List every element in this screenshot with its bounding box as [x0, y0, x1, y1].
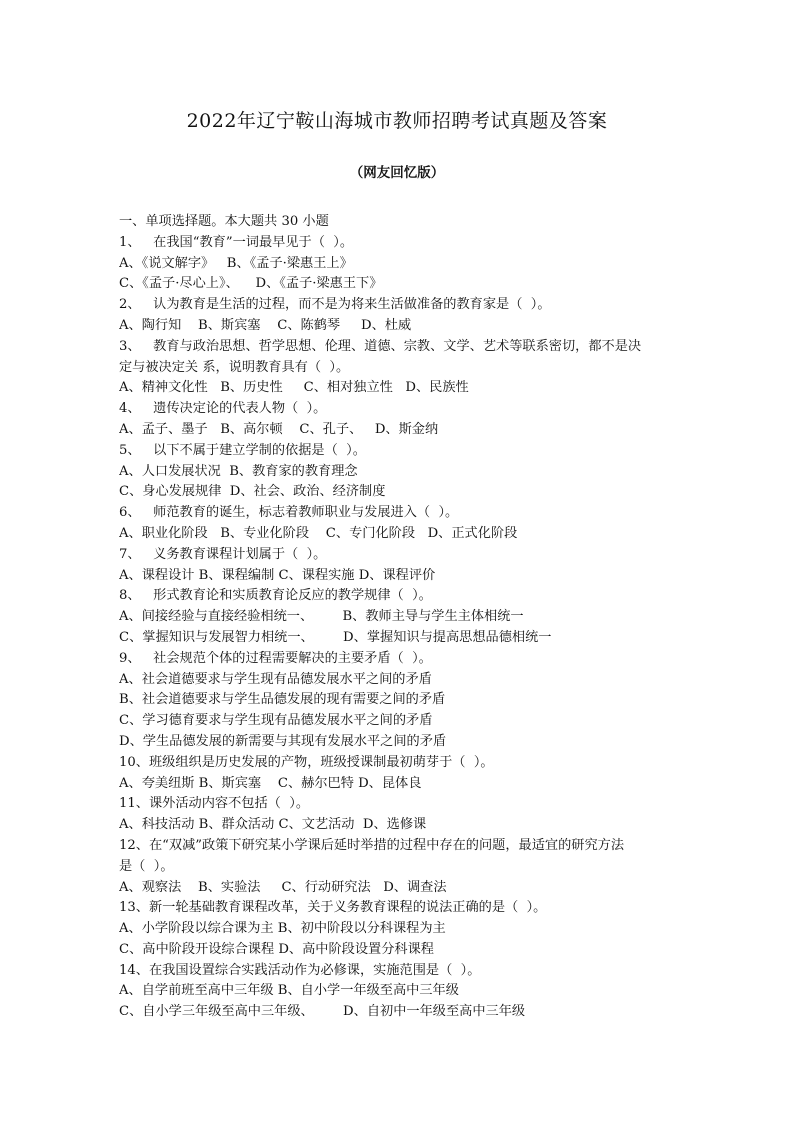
text-line: A、孟子、墨子 B、高尔顿 C、孔子、 D、斯金纳 [119, 421, 439, 437]
text-line: C、自小学三年级至高中三年级、 D、自初中一年级至高中三年级 [119, 1004, 526, 1020]
text-line: 6、 师范教育的诞生，标志着教师职业与发展进入（ ）。 [119, 505, 459, 521]
text-line: 7、 义务教育课程计划属于（ ）。 [119, 546, 327, 562]
text-line: 是（ ）。 [119, 858, 174, 874]
document-title: 2022年辽宁鞍山海城市教师招聘考试真题及答案 [186, 110, 608, 132]
text-line: 5、 以下不属于建立学制的依据是（ ）。 [119, 442, 366, 458]
text-line: C、《孟子·尽心上》、 D、《孟子·梁惠王下》 [119, 276, 383, 292]
text-line: A、陶行知 B、斯宾塞 C、陈鹤琴 D、杜威 [119, 317, 412, 333]
text-line: C、学习德育要求与学生现有品德发展水平之间的矛盾 [119, 713, 433, 729]
text-line: B、社会道德要求与学生品德发展的现有需要之间的矛盾 [119, 692, 446, 708]
text-line: A、社会道德要求与学生现有品德发展水平之间的矛盾 [119, 671, 432, 687]
text-line: 10、班级组织是历史发展的产物，班级授课制最初萌芽于（ ）。 [119, 754, 494, 770]
text-line: A、自学前班至高中三年级 B、自小学一年级至高中三年级 [119, 983, 459, 999]
text-line: A、人口发展状况 B、教育家的教育理念 [119, 463, 358, 479]
text-line: 4、 遗传决定论的代表人物（ ）。 [119, 401, 327, 417]
text-line: A、课程设计 B、课程编制 C、课程实施 D、课程评价 [119, 567, 436, 583]
question-list [119, 212, 684, 1023]
text-line: 11、课外活动内容不包括（ ）。 [119, 796, 310, 812]
text-line: 3、 教育与政治思想、哲学思想、伦理、道德、宗教、文学、艺术等联系密切，都不是决 [119, 338, 642, 354]
text-line: 14、在我国设置综合实践活动作为必修课，实施范围是（ ）。 [119, 962, 481, 978]
text-line: 13、新一轮基础教育课程改革，关于义务教育课程的说法正确的是（ ）。 [119, 900, 547, 916]
text-line: D、学生品德发展的新需要与其现有发展水平之间的矛盾 [119, 733, 447, 749]
text-line: C、身心发展规律 D、社会、政治、经济制度 [119, 484, 386, 500]
text-line: 8、 形式教育论和实质教育论反应的教学规律（ ）。 [119, 588, 432, 604]
text-line: 1、 在我国“教育”一词最早见于（ ）。 [119, 234, 354, 250]
text-line: A、观察法 B、实验法 C、行动研究法 D、调查法 [119, 879, 447, 895]
text-line: 12、在“双减”政策下研究某小学课后延时举措的过程中存在的问题，最适宜的研究方法 [119, 837, 625, 853]
text-line: 定与被决定关 系，说明教育具有（ ）。 [119, 359, 350, 375]
text-line: A、《说文解字》 B、《孟子·梁惠王上》 [119, 255, 353, 271]
text-line: A、精神文化性 B、历史性 C、相对独立性 D、民族性 [119, 380, 469, 396]
text-line: A、间接经验与直接经验相统一、 B、教师主导与学生主体相统一 [119, 609, 524, 625]
text-line: A、夸美纽斯 B、斯宾塞 C、赫尔巴特 D、昆体良 [119, 775, 422, 791]
text-line: 2、 认为教育是生活的过程，而不是为将来生活做准备的教育家是（ ）。 [119, 297, 551, 313]
text-line: 9、 社会规范个体的过程需要解决的主要矛盾（ ）。 [119, 650, 432, 666]
text-line: A、职业化阶段 B、专业化阶段 C、专门化阶段 D、正式化阶段 [119, 525, 518, 541]
text-line: A、小学阶段以综合课为主 B、初中阶段以分科课程为主 [119, 921, 446, 937]
text-line: C、掌握知识与发展智力相统一、 D、掌握知识与提高思想品德相统一 [119, 629, 552, 645]
text-line: A、科技活动 B、群众活动 C、文艺活动 D、选修课 [119, 817, 427, 833]
text-line: C、高中阶段开设综合课程 D、高中阶段设置分科课程 [119, 941, 434, 957]
text-line: 一、单项选择题。本大题共 30 小题 [119, 214, 329, 229]
document-subtitle: （网友回忆版） [349, 165, 445, 181]
